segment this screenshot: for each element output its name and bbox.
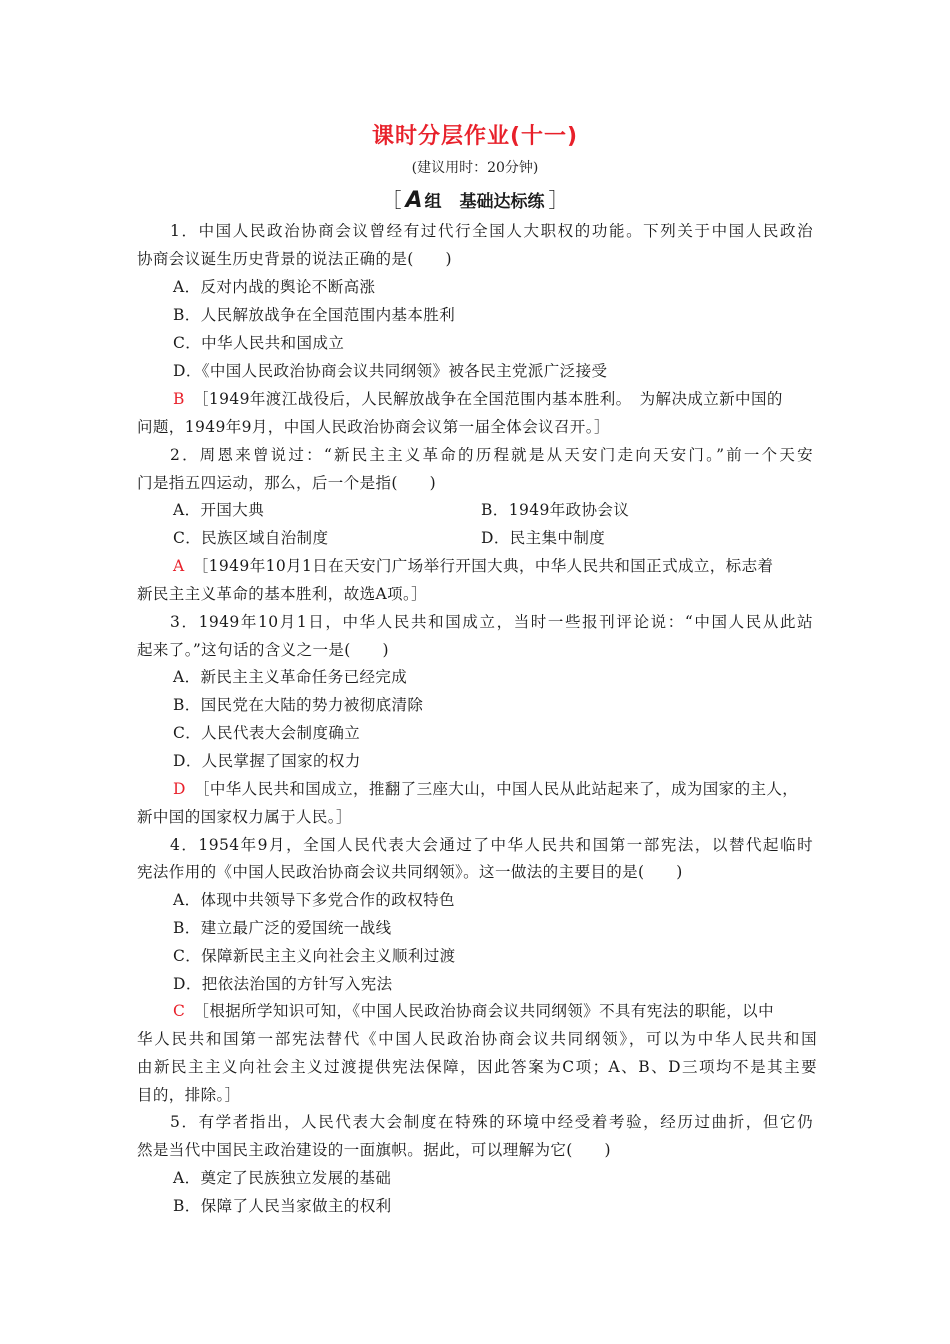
q2-stem-line1: 2．周恩来曾说过：“新民主主义革命的历程就是从天安门走向天安门。”前一个天安 <box>170 446 813 464</box>
q3-option-b: B．国民党在大陆的势力被彻底清除 <box>173 696 424 714</box>
q1-stem-line2: 协商会议诞生历史背景的说法正确的是( ) <box>137 250 452 268</box>
q2-option-b: B．1949年政协会议 <box>481 501 630 519</box>
q2-option-c: C．民族区域自治制度 <box>173 529 329 547</box>
group-bracket-open: ［ <box>381 188 402 212</box>
page-title: 课时分层作业(十一) <box>371 124 579 149</box>
q4-answer-line <box>173 1001 774 1021</box>
q2-explain-line2: 新民主主义革命的基本胜利，故选A项。］ <box>137 585 428 603</box>
q3-option-a: A．新民主主义革命任务已经完成 <box>173 668 408 686</box>
q5-stem-line2: 然是当代中国民主政治建设的一面旗帜。据此，可以理解为它( ) <box>137 1141 611 1159</box>
q2-explain-line1: ［1949年10月1日在天安门广场举行开国大典，中华人民共和国正式成立，标志着 <box>200 557 774 575</box>
q1-stem-line1: 1．中国人民政治协商会议曾经有过代行全国人大职权的功能。下列关于中国人民政治 <box>170 222 813 240</box>
q4-option-b: B．建立最广泛的爱国统一战线 <box>173 919 392 937</box>
q4-explain-line2: 华人民共和国第一部宪法替代《中国人民政治协商会议共同纲领》，可以为中华人民共和国 <box>137 1030 817 1048</box>
group-letter: A <box>405 188 423 213</box>
q2-option-d: D．民主集中制度 <box>481 529 606 547</box>
q3-explain-line2: 新中国的国家权力属于人民。］ <box>137 808 352 826</box>
q5-stem-line1: 5．有学者指出，人民代表大会制度在特殊的环境中经受着考验，经历过曲折，但它仍 <box>170 1113 813 1131</box>
q1-answer: B <box>173 390 185 408</box>
q4-option-c: C．保障新民主主义向社会主义顺利过渡 <box>173 947 456 965</box>
q3-answer-line <box>173 779 798 799</box>
q3-stem-line1: 3．1949年10月1日，中华人民共和国成立，当时一些报刊评论说：“中国人民从此站 <box>170 613 813 631</box>
group-name: 基础达标练 <box>459 192 545 212</box>
q4-explain-line4: 目的，排除。］ <box>137 1086 241 1104</box>
q4-stem-line2: 宪法作用的《中国人民政治协商会议共同纲领》。这一做法的主要目的是( ) <box>137 863 683 881</box>
q1-option-a: A．反对内战的舆论不断高涨 <box>173 278 376 296</box>
q3-option-c: C．人民代表大会制度确立 <box>173 724 361 742</box>
group-header <box>0 184 950 213</box>
q1-explain-line1: ［1949年渡江战役后，人民解放战争在全国范围内基本胜利。 为解决成立新中国的 <box>200 390 783 408</box>
q1-option-c: C．中华人民共和国成立 <box>173 334 345 352</box>
q3-stem-line2: 起来了。”这句话的含义之一是( ) <box>137 641 389 659</box>
group-bracket-close: ］ <box>548 188 569 212</box>
q3-answer: D <box>173 780 186 798</box>
q4-option-d: D．把依法治国的方针写入宪法 <box>173 975 393 993</box>
q1-option-d: D．《中国人民政治协商会议共同纲领》被各民主党派广泛接受 <box>173 362 608 380</box>
q4-stem-line1: 4．1954年9月，全国人民代表大会通过了中华人民共和国第一部宪法，以替代起临时 <box>170 836 813 854</box>
q1-explain-line2: 问题，1949年9月，中国人民政治协商会议第一届全体会议召开。］ <box>137 418 610 436</box>
q5-option-a: A．奠定了民族独立发展的基础 <box>173 1169 392 1187</box>
q4-explain-line1: ［根据所学知识可知，《中国人民政治协商会议共同纲领》不具有宪法的职能，以中 <box>201 1002 774 1020</box>
q2-answer: A <box>173 557 185 575</box>
suggested-time: (建议用时：20分钟) <box>411 160 539 176</box>
q4-option-a: A．体现中共领导下多党合作的政权特色 <box>173 891 455 909</box>
q5-option-b: B．保障了人民当家做主的权利 <box>173 1197 392 1215</box>
q2-answer-line <box>173 556 773 576</box>
q2-stem-line2: 门是指五四运动，那么，后一个是指( ) <box>137 474 437 492</box>
q2-option-a: A．开国大典 <box>173 501 265 519</box>
q4-answer: C <box>173 1002 186 1020</box>
q1-answer-line <box>173 389 783 409</box>
group-label: 组 <box>424 192 442 212</box>
q3-option-d: D．人民掌握了国家的权力 <box>173 752 361 770</box>
q4-explain-line3: 由新民主主义向社会主义过渡提供宪法保障，因此答案为C项；A、B、D三项均不是其主要 <box>137 1058 817 1076</box>
q1-option-b: B．人民解放战争在全国范围内基本胜利 <box>173 306 456 324</box>
q3-explain-line1: ［中华人民共和国成立，推翻了三座大山，中国人民从此站起来了，成为国家的主人， <box>201 780 799 798</box>
